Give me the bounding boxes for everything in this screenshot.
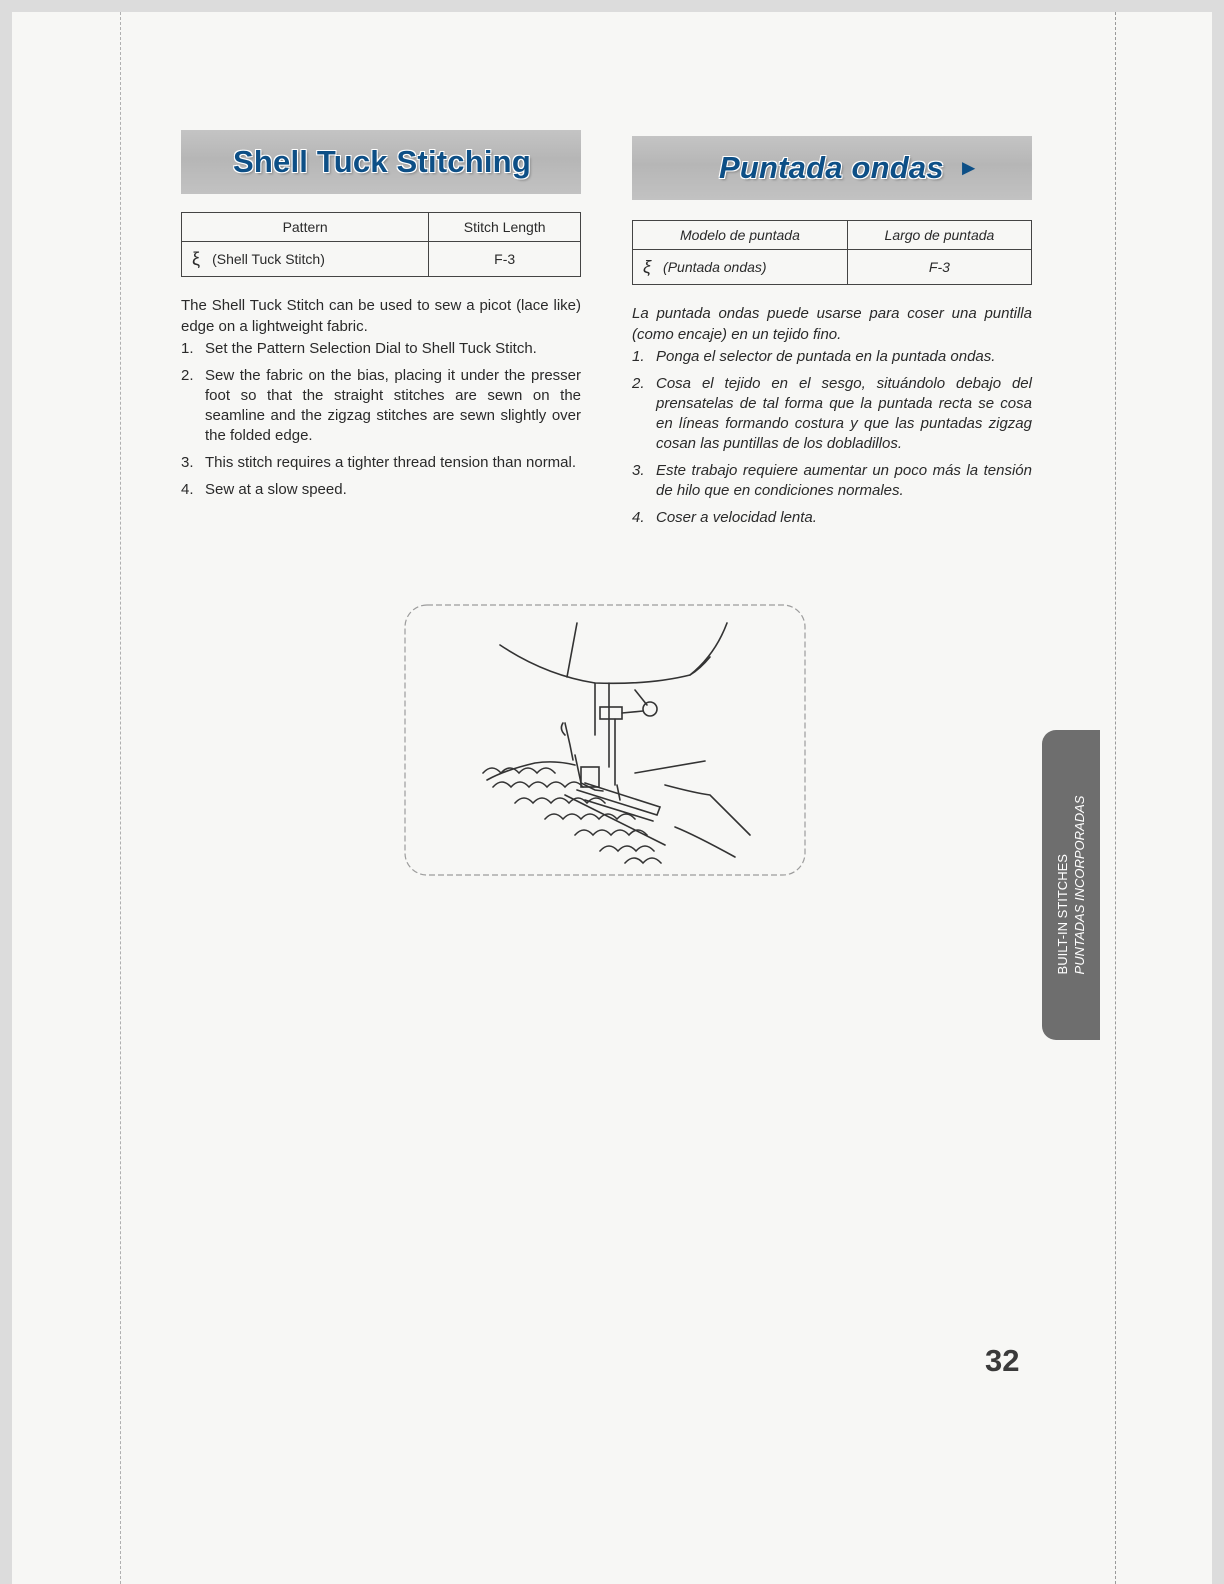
list-item: [632, 374, 1032, 454]
step-number: 4.: [632, 509, 645, 526]
step-text: Sew the fabric on the bias, placing it under the presser foot so that the straight stitches are sewn on the seamline and the zigzag stitches are sewn slightly over the folded edge.: [205, 367, 581, 444]
step-text: Cosa el tejido en el sesgo, situándolo debajo del prensatelas de tal forma que la puntada recta se cosa en líneas formando costura y que las puntadas zigzag cosan las puntillas de los dobladillos.: [656, 375, 1032, 452]
table-cell-length: F-3: [847, 250, 1031, 285]
list-item: [181, 339, 581, 359]
section-side-tab: [1042, 730, 1100, 1040]
table-header-pattern: Modelo de puntada: [633, 221, 848, 250]
side-tab-spanish: PUNTADAS INCORPORADAS: [1072, 795, 1087, 975]
list-item: [632, 508, 1032, 528]
list-item: [181, 366, 581, 446]
spanish-stitch-table: [632, 220, 1032, 285]
english-steps-list: [181, 339, 581, 500]
step-number: 1.: [181, 340, 194, 357]
step-text: Sew at a slow speed.: [205, 481, 347, 498]
step-number: 2.: [181, 367, 194, 384]
english-stitch-table: [181, 212, 581, 277]
list-item: [181, 453, 581, 473]
list-item: [632, 347, 1032, 367]
step-text: Set the Pattern Selection Dial to Shell Tuck Stitch.: [205, 340, 537, 357]
english-section-title: Shell Tuck Stitching: [233, 144, 531, 179]
step-number: 4.: [181, 481, 194, 498]
scan-edge-line-right: [1115, 12, 1116, 1584]
list-item: [632, 461, 1032, 501]
step-number: 3.: [632, 462, 645, 479]
side-tab-english: BUILT-IN STITCHES: [1055, 854, 1070, 975]
spanish-intro-text: La puntada ondas puede usarse para coser una puntilla (como encaje) en un tejido fino.: [632, 305, 1032, 343]
shell-tuck-stitch-icon: ξ: [192, 248, 201, 269]
step-text: Coser a velocidad lenta.: [656, 509, 817, 526]
table-header-length: Stitch Length: [429, 213, 581, 242]
pattern-value: (Shell Tuck Stitch): [212, 250, 325, 267]
table-header-row: [633, 221, 1032, 250]
sewing-machine-illustration: [395, 595, 815, 880]
scan-edge-line-left: [120, 12, 121, 1584]
table-row: [182, 242, 581, 277]
spanish-title-banner: [632, 136, 1032, 200]
table-cell-pattern: [633, 250, 848, 285]
table-header-pattern: Pattern: [182, 213, 429, 242]
table-header-length: Largo de puntada: [847, 221, 1031, 250]
step-text: Este trabajo requiere aumentar un poco más la tensión de hilo que en condiciones normales.: [656, 462, 1032, 499]
step-text: Ponga el selector de puntada en la puntada ondas.: [656, 348, 996, 365]
english-title-banner: [181, 130, 581, 194]
pattern-value: (Puntada ondas): [663, 258, 767, 275]
shell-tuck-stitch-icon: ξ: [643, 256, 652, 277]
english-column: [181, 130, 581, 507]
table-cell-pattern: [182, 242, 429, 277]
table-header-row: [182, 213, 581, 242]
english-intro-text: The Shell Tuck Stitch can be used to sew a picot (lace like) edge on a lightweight fabric.: [181, 297, 581, 335]
spanish-section-title: Puntada ondas: [719, 150, 944, 185]
spanish-steps-list: [632, 347, 1032, 528]
page-number: 32: [985, 1343, 1020, 1378]
list-item: [181, 480, 581, 500]
step-number: 2.: [632, 375, 645, 392]
spanish-column: [632, 130, 1032, 535]
arrow-icon: ►: [957, 155, 980, 180]
table-row: [633, 250, 1032, 285]
step-text: This stitch requires a tighter thread tension than normal.: [205, 454, 577, 471]
step-number: 3.: [181, 454, 194, 471]
table-cell-length: F-3: [429, 242, 581, 277]
step-number: 1.: [632, 348, 645, 365]
